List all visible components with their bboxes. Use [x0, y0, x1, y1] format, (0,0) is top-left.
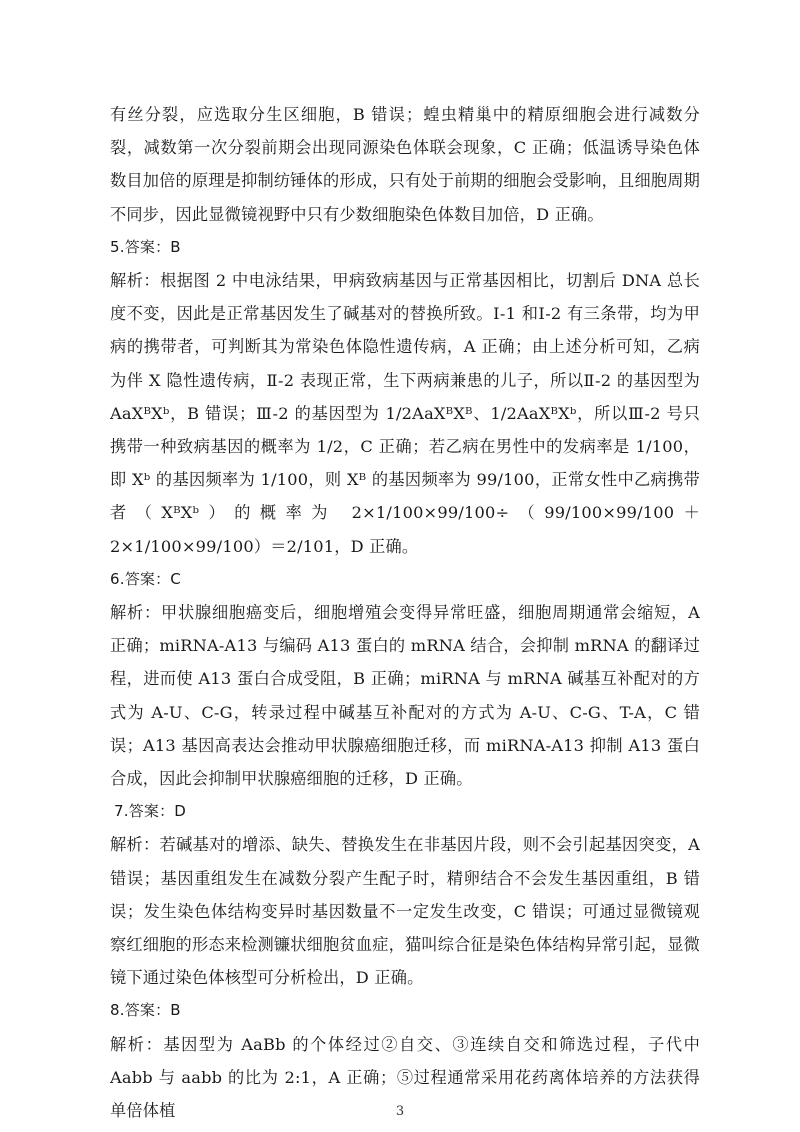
paragraph-q4-continued: 有丝分裂，应选取分生区细胞，B 错误；蝗虫精巢中的精原细胞会进行减数分裂，减数第一次分裂前期会出现同源染色体联会现象，C 正确；低温诱导染色体数目加倍的原理是抑制纺锤体的形成，只有处于前期的细胞会受影响，且细胞周期不同步，因此显微镜视野中只有少数细胞染色体数目加倍，D 正确。	[110, 105, 700, 224]
answer-heading-q7: 7.答案：D	[114, 802, 187, 821]
paragraph-q7-analysis: 解析：若碱基对的增添、缺失、替换发生在非基因片段，则不会引起基因突变，A 错误；基因重组发生在减数分裂产生配子时，精卵结合不会发生基因重组，B 错误；发生染色体结构变异时基因数量不一定发生改变，C 错误；可通过显微镜观察红细胞的形态来检测镰状细胞贫血症，猫叫综合征是染色体结构异常引起，显微镜下通过染色体核型可分析检出，D 正确。	[110, 835, 700, 988]
answer-heading-q8: 8.答案：B	[110, 1001, 181, 1020]
answer-heading-q6: 6.答案：C	[110, 569, 181, 588]
answer-heading-q5: 5.答案：B	[110, 237, 181, 256]
paragraph-q6-analysis: 解析：甲状腺细胞癌变后，细胞增殖会变得异常旺盛，细胞周期通常会缩短，A 正确；miRNA-A13 与编码 A13 蛋白的 mRNA 结合，会抑制 mRNA 的翻译过程，进而使 A13 蛋白合成受阻，B 正确；miRNA 与 mRNA 碱基互补配对的方式为 A-U、C-G，转录过程中碱基互补配对的方式为 A-U、C-G、T-A，C 错误；A13 基因高表达会推动甲状腺癌细胞迁移，而 miRNA-A13 抑制 A13 蛋白合成，因此会抑制甲状腺癌细胞的迁移，D 正确。	[110, 603, 700, 789]
answer-explanations	[110, 98, 700, 1127]
paragraph-q5-analysis: 解析：根据图 2 中电泳结果，甲病致病基因与正常基因相比，切割后 DNA 总长度不变，因此是正常基因发生了碱基对的替换所致。Ⅰ-1 和Ⅰ-2 有三条带，均为甲病的携带者，可判断其为常染色体隐性遗传病，A 正确；由上述分析可知，乙病为伴 X 隐性遗传病，Ⅱ-2 表现正常，生下两病兼患的儿子，所以Ⅱ-2 的基因型为 AaXᴮXᵇ，B 错误；Ⅲ-2 的基因型为 1/2AaXᴮXᴮ、1/2AaXᴮXᵇ，所以Ⅲ-2 号只携带一种致病基因的概率为 1/2，C 正确；若乙病在男性中的发病率是 1/100，即 Xᵇ 的基因频率为 1/100，则 Xᴮ 的基因频率为 99/100，正常女性中乙病携带者（XᴮXᵇ）的概率为 2×1/100×99/100÷（99/100×99/100＋2×1/100×99/100）＝2/101，D 正确。	[110, 271, 700, 556]
page-number: 3	[395, 1104, 405, 1119]
paragraph-q8-analysis: 解析：基因型为 AaBb 的个体经过②自交、③连续自交和筛选过程，子代中 Aabb 与 aabb 的比为 2:1，A 正确；⑤过程通常采用花药离体培养的方法获得单倍体植	[110, 1034, 700, 1121]
